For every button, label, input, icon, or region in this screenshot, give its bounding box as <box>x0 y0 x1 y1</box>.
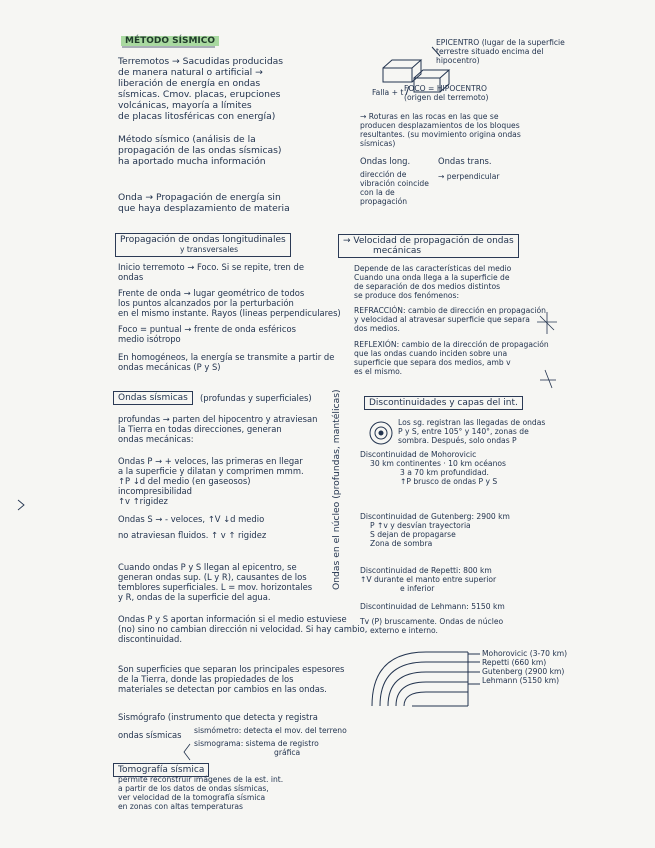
info-block: Ondas P y S aportan información si el medio estuviese (no) sino no cambian dirección ni velocidad. Si hay cambio, discontinuidad. <box>118 614 368 644</box>
layer-lehmann: Lehmann (5150 km) <box>482 676 560 685</box>
superficies-block: Son superficies que separan los principales espesores de la Tierra, donde las propiedades de los materiales se detectan por cambios en las ondas. <box>118 664 345 694</box>
ondas-p-block: Ondas P → + veloces, las primeras en llegar a la superficie y dilatan y comprimen mmm. ↑P ↓d del medio (en gaseosos) incompresibilidad ↑v ↑rigidez <box>118 456 304 506</box>
ondas-s-block: Ondas S → - veloces, ↑V ↓d medio no atraviesan fluidos. ↑ v ↑ rigidez <box>118 514 267 540</box>
ondas-trans-desc: → perpendicular <box>438 172 500 181</box>
discontinuidades-box: Discontinuidades y capas del int. <box>364 396 523 410</box>
cuando-block: Cuando ondas P y S llegan al epicentro, se generan ondas sup. (L y R), causantes de los temblores superficiales. L = mov. horizontales y R, ondas de la superficie del agua. <box>118 562 313 602</box>
earth-layers-diagram <box>372 652 480 706</box>
vertical-note: Ondas en el núcleo (profundas, mantélicas) <box>331 389 342 590</box>
gutenberg-block: Discontinuidad de Gutenberg: 2900 km P ↑v y desvían trayectoria S dejan de propagarse Zona de sombra <box>360 512 510 548</box>
velocidad-box: → Velocidad de propagación de ondas mecánicas <box>338 234 519 258</box>
propagation-box: Propagación de ondas longitudinales y transversales <box>115 233 291 257</box>
ondas-long-label: Ondas long. <box>360 156 411 166</box>
layer-repetti: Repetti (660 km) <box>482 658 547 667</box>
inicio-block: Inicio terremoto → Foco. Si se repite, tren de ondas <box>118 262 304 282</box>
ondas-long-desc: dirección de vibración coincide con la de propagación <box>360 170 429 206</box>
reflexion-block: REFLEXIÓN: cambio de la dirección de propagación que las ondas cuando inciden sobre una superficie que separa dos medios, amb v es el mismo. <box>354 340 549 376</box>
profundas-block: profundas → parten del hipocentro y atraviesan la Tierra en todas direcciones, generan ondas mecánicas: <box>118 414 318 444</box>
layer-mohorovicic: Mohorovicic (3-70 km) <box>482 649 568 658</box>
layer-gutenberg: Gutenberg (2900 km) <box>482 667 565 676</box>
page-title: MÉTODO SÍSMICO <box>121 36 219 47</box>
sismografo-block: Sismógrafo (instrumento que detecta y registra ondas sísmicas <box>118 712 318 740</box>
lehmann-block: Discontinuidad de Lehmann: 5150 km Tv (P) bruscamente. Ondas de núcleo externo e interno. <box>360 602 505 635</box>
refraccion-block: REFRACCIÓN: cambio de dirección en propagación y velocidad al atravesar superficie que separa dos medios. <box>354 306 546 333</box>
depende-block: Depende de las características del medio Cuando una onda llega a la superficie de de separación de dos medios distintos se produce dos fenómenos: <box>354 264 512 300</box>
epicentro-label: EPICENTRO (lugar de la superficie terrestre situado encima del hipocentro) <box>436 38 565 65</box>
repetti-block: Discontinuidad de Repetti: 800 km ↑V durante el manto entre superior e inferior <box>360 566 497 593</box>
metodo-block: Método sísmico (análisis de la propagación de las ondas sísmicas) ha aportado mucha información <box>118 134 282 167</box>
foco-label: FOCO = HIPOCENTRO (origen del terremoto) <box>404 84 489 102</box>
tomografia-block: permite reconstruir imágenes de la est. int. a partir de los datos de ondas sísmicas, ver velocidad de la tomografía sísmica en zonas con altas temperaturas <box>118 775 284 811</box>
foco-block: Foco = puntual → frente de onda esféricos medio isótropo <box>118 324 296 344</box>
layer-labels <box>482 649 567 685</box>
ondas-sismicas-note: (profundas y superficiales) <box>200 393 312 403</box>
onda-definition: Onda → Propagación de energía sin que haya desplazamiento de materia <box>118 192 290 214</box>
ondas-sismicas-box: Ondas sísmicas <box>113 391 193 405</box>
sismografo-branches: sismómetro: detecta el mov. del terreno sismograma: sistema de registro gráfica <box>194 726 347 757</box>
globe-sketch <box>370 422 392 444</box>
falla-label: Falla + t <box>372 88 404 97</box>
frente-block: Frente de onda → lugar geométrico de todos los puntos alcanzados por la perturbación en el mismo instante. Rayos (lineas perpendiculares) <box>118 288 341 318</box>
ondas-trans-label: Ondas trans. <box>438 156 492 166</box>
mohorovicic-block: Discontinuidad de Mohorovicic 30 km continentes · 10 km océanos 3 a 70 km profundidad. ↑P brusco de ondas P y S <box>360 450 506 486</box>
roturas-block: → Roturas en las rocas en las que se producen desplazamientos de los bloques resultantes. (su movimiento origina ondas sísmicas) <box>360 112 521 148</box>
terremotos-block: Terremotos → Sacudidas producidas de manera natural o artificial → liberación de energía en ondas sísmicas. Cmov. placas, erupciones volcánicas, mayoría a límites de placas litosféricas con energía) <box>118 56 284 122</box>
tomografia-box: Tomografía sísmica <box>113 763 209 777</box>
homogeneos-block: En homogéneos, la energía se transmite a partir de ondas mecánicas (P y S) <box>118 352 335 372</box>
distance-note: Los sg. registran las llegadas de ondas P y S, entre 105° y 140°, zonas de sombra. Después, solo ondas P <box>398 418 546 445</box>
